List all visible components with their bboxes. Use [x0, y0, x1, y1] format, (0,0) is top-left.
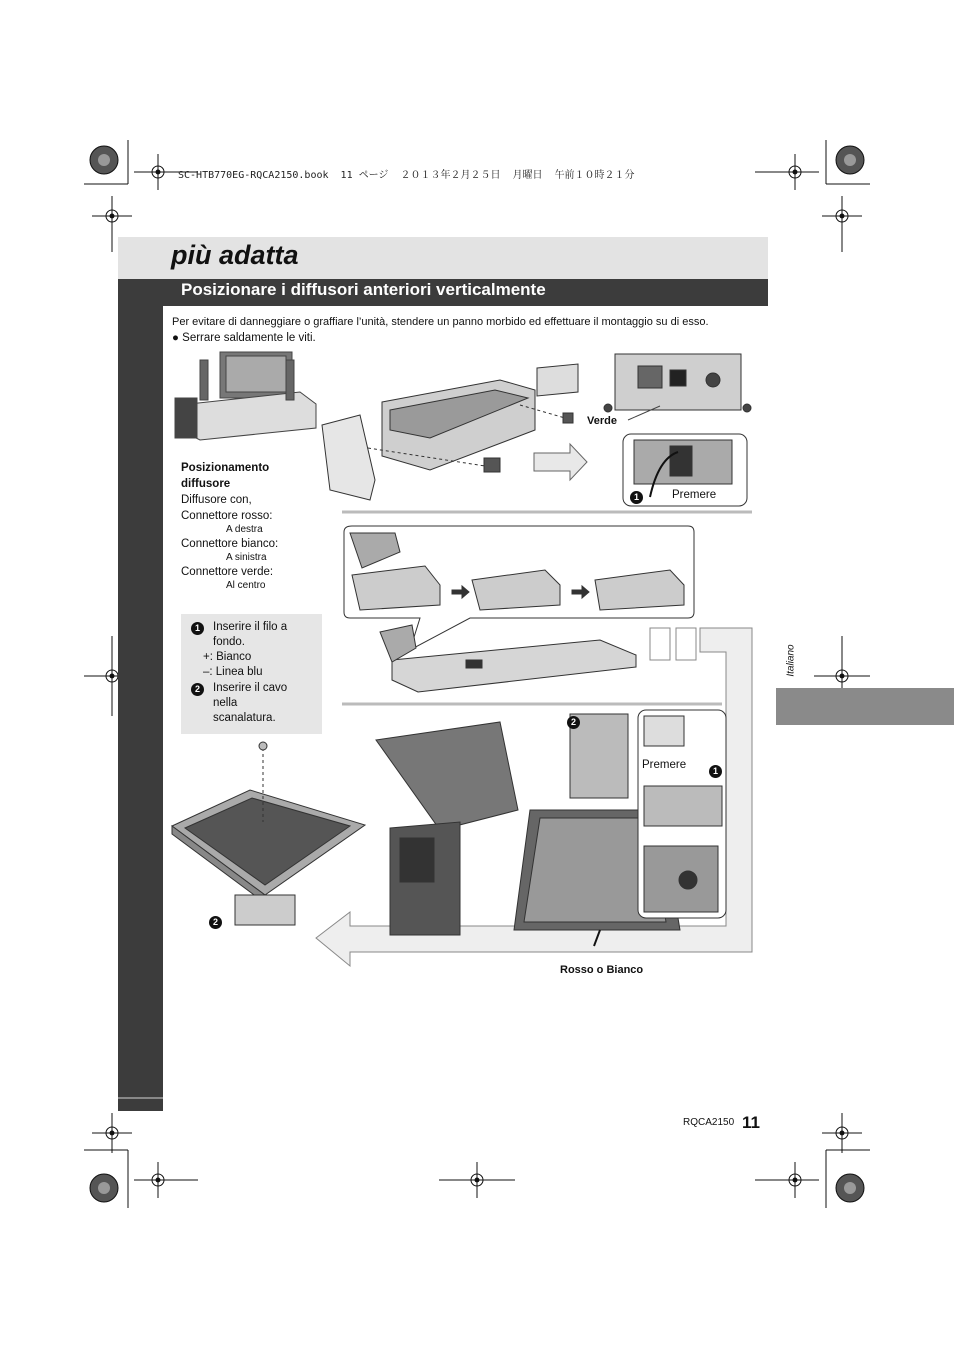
- positioning-line-3: Connettore verde:: [181, 566, 274, 578]
- label-premere-bottom: Premere: [642, 759, 687, 771]
- note-1-minus: –: Linea blu: [203, 666, 263, 678]
- note-2-text: [213, 681, 287, 726]
- positioning-value-1: A destra: [226, 524, 263, 535]
- note-2-line-3: scanalatura.: [213, 712, 276, 724]
- note-2-marker: 2: [191, 682, 204, 697]
- rear-terminal-illustration: [604, 354, 751, 420]
- positioning-line-2: Connettore bianco:: [181, 538, 279, 550]
- intro-text: Per evitare di danneggiare o graffiare l’unità, stendere un panno morbido ed effettuare il montaggio su di esso.: [172, 316, 709, 328]
- positioning-value-3: Al centro: [226, 580, 266, 591]
- marker-1-top: 1: [630, 487, 643, 505]
- floor-plate-illustration: [172, 742, 365, 925]
- positioning-value-2: A sinistra: [226, 552, 267, 563]
- footer-page-number: 11: [742, 1113, 760, 1132]
- note-1-line-2: fondo.: [213, 636, 245, 648]
- tv-setup-illustration: [175, 352, 316, 440]
- speaker-body-illustration: [322, 364, 578, 500]
- label-rosso-o-bianco: Rosso o Bianco: [560, 964, 644, 976]
- label-verde: Verde: [587, 415, 617, 427]
- speaker-positioning-block: [181, 460, 278, 592]
- next-step-arrow: [534, 444, 587, 480]
- note-2-line-1: Inserire il cavo: [213, 682, 288, 694]
- marker-2-left: 2: [209, 912, 222, 930]
- speaker-column-illustration: [376, 722, 518, 935]
- positioning-heading-2: diffusore: [181, 478, 231, 490]
- detail-zoom-box: [638, 710, 726, 918]
- marker-1-bottom: 1: [709, 761, 722, 779]
- positioning-line-0: Diffusore con,: [181, 494, 252, 506]
- label-premere-top: Premere: [672, 489, 717, 501]
- note-1-line-1: Inserire il filo a: [213, 621, 288, 633]
- bullet-dot-icon: ●: [172, 332, 183, 344]
- note-1-plus: +: Bianco: [203, 651, 252, 663]
- section-subtitle: Posizionare i diffusori anteriori verticalmente: [181, 280, 546, 299]
- language-label: Italiano: [785, 644, 797, 677]
- positioning-line-1: Connettore rosso:: [181, 510, 273, 522]
- footer-doc-code: RQCA2150: [683, 1117, 735, 1128]
- note-1-marker: 1: [191, 621, 204, 636]
- note-2-line-2: nella: [213, 697, 238, 709]
- marker-2-right: 2: [567, 712, 580, 730]
- print-header: SC-HTB770EG-RQCA2150.book 11 ページ ２０１３年２月２５日 月曜日 午前１０時２１分: [178, 170, 635, 181]
- note-1-text: [213, 620, 287, 650]
- notes-box: [181, 614, 322, 734]
- page-title: più adatta: [171, 240, 299, 270]
- positioning-heading-1: Posizionamento: [181, 462, 270, 474]
- bullet-text: Serrare saldamente le viti.: [182, 332, 316, 344]
